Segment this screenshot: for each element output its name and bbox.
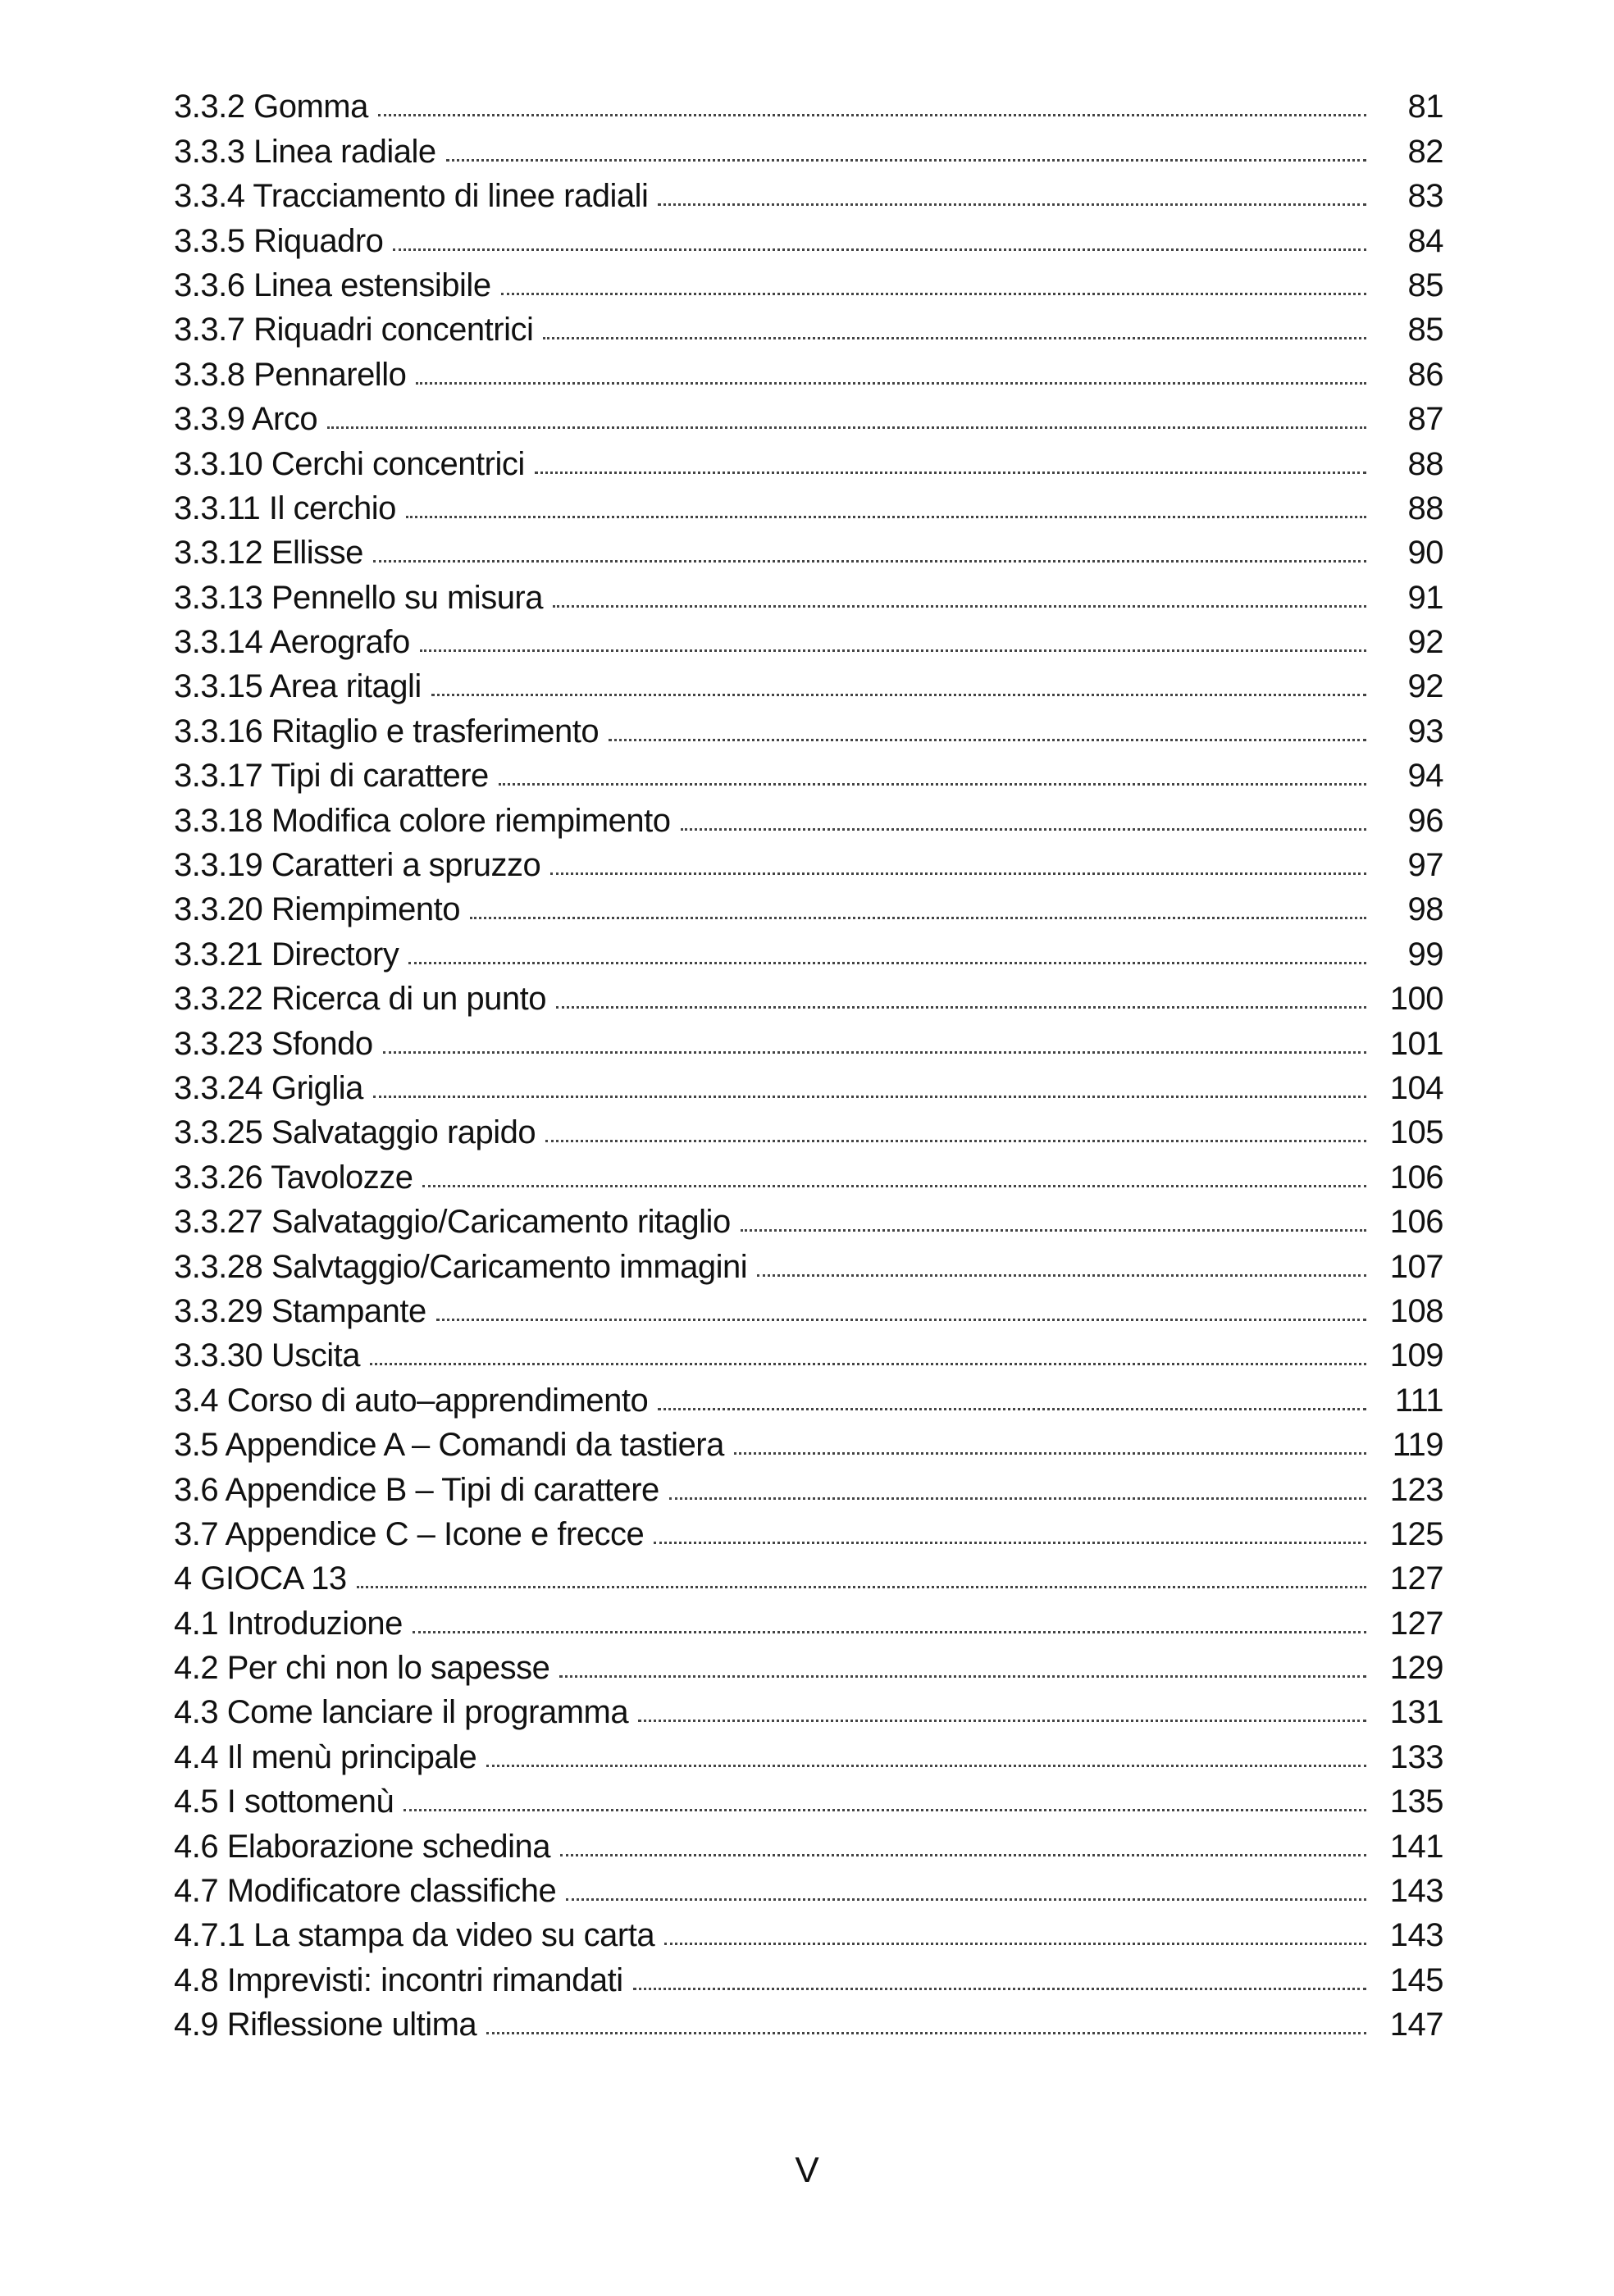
dot-leader: [566, 1898, 1366, 1901]
toc-entry: [174, 1149, 1443, 1196]
dot-leader: [550, 872, 1366, 875]
toc-entry-page-number: 129: [1389, 1650, 1443, 1687]
toc-entry: [174, 1194, 1443, 1241]
toc-entry-page-number: 104: [1389, 1069, 1443, 1106]
toc-entry: [174, 703, 1443, 747]
dot-leader: [408, 962, 1366, 964]
dot-leader: [373, 560, 1366, 563]
toc-entry: [174, 1863, 1443, 1910]
toc-entry-page-number: 92: [1407, 624, 1443, 661]
dot-leader: [681, 828, 1366, 831]
toc-entry-title: 3.3.6 Linea estensibile: [174, 266, 491, 303]
toc-entry: [174, 1060, 1443, 1105]
toc-entry-page-number: 83: [1407, 178, 1443, 215]
toc-entry-page-number: 111: [1394, 1382, 1443, 1419]
dot-leader: [658, 203, 1366, 206]
toc-entry-title: 3.3.20 Riempimento: [174, 891, 460, 928]
toc-entry-title: 4.6 Elaborazione schedina: [174, 1828, 550, 1865]
dot-leader: [499, 783, 1366, 786]
toc-entry-title: 3.3.21 Directory: [174, 936, 399, 973]
dot-leader: [654, 1542, 1366, 1544]
toc-entry-page-number: 98: [1407, 891, 1443, 928]
toc-entry-page-number: 108: [1389, 1292, 1443, 1329]
toc-entry-title: 3.3.23 Sfondo: [174, 1025, 373, 1062]
toc-entry: [174, 748, 1443, 795]
dot-leader: [420, 649, 1366, 652]
dot-leader: [486, 2032, 1366, 2034]
toc-entry: [174, 1506, 1443, 1551]
toc-entry: [174, 1372, 1443, 1419]
dot-leader: [416, 382, 1366, 385]
toc-entry-page-number: 97: [1407, 847, 1443, 884]
dot-leader: [757, 1274, 1366, 1277]
toc-entry-title: 3.3.5 Riquadro: [174, 222, 384, 259]
toc-entry-title: 4.1 Introduzione: [174, 1605, 403, 1642]
toc-entry: [174, 792, 1443, 839]
toc-entry: [174, 123, 1443, 170]
toc-entry-page-number: 99: [1407, 936, 1443, 973]
toc-entry-title: 3.3.25 Salvataggio rapido: [174, 1114, 536, 1151]
toc-entry-page-number: 109: [1389, 1337, 1443, 1374]
dot-leader: [535, 472, 1366, 474]
toc-entry-page-number: 85: [1407, 266, 1443, 303]
toc-entry: [174, 212, 1443, 257]
toc-entry-title: 3.3.7 Riquadri concentrici: [174, 312, 534, 348]
toc-entry-page-number: 81: [1407, 89, 1443, 125]
dot-leader: [633, 1988, 1366, 1990]
dot-leader: [373, 1096, 1366, 1098]
toc-entry: [174, 525, 1443, 572]
toc-entry: [174, 926, 1443, 973]
toc-entry-page-number: 131: [1389, 1694, 1443, 1731]
toc-entry-page-number: 92: [1407, 668, 1443, 705]
dot-leader: [658, 1408, 1366, 1410]
toc-entry-page-number: 135: [1389, 1784, 1443, 1820]
toc-entry-title: 3.3.27 Salvataggio/Caricamento ritaglio: [174, 1204, 731, 1241]
toc-entry: [174, 837, 1443, 882]
toc-entry-title: 4.7 Modificatore classifiche: [174, 1873, 557, 1910]
toc-entry-page-number: 100: [1389, 981, 1443, 1018]
toc-entry: [174, 257, 1443, 302]
toc-entry-title: 3.3.11 Il cerchio: [174, 490, 396, 526]
toc-entry-page-number: 101: [1389, 1025, 1443, 1062]
toc-entry: [174, 1283, 1443, 1328]
toc-entry: [174, 391, 1443, 438]
toc-entry-title: 3.3.12 Ellisse: [174, 535, 363, 572]
table-of-contents: [174, 79, 1443, 2041]
dot-leader: [545, 1140, 1366, 1142]
dot-leader: [486, 1765, 1366, 1767]
dot-leader: [556, 1006, 1366, 1009]
dot-leader: [393, 248, 1366, 251]
toc-entry-title: 3.3.29 Stampante: [174, 1292, 426, 1329]
toc-entry-page-number: 91: [1407, 579, 1443, 616]
dot-leader: [404, 1809, 1366, 1811]
dot-leader: [669, 1497, 1366, 1500]
dot-leader: [370, 1363, 1366, 1365]
toc-entry-title: 3.3.13 Pennello su misura: [174, 579, 543, 616]
toc-entry: [174, 1684, 1443, 1729]
toc-entry-title: 3.3.10 Cerchi concentrici: [174, 445, 525, 482]
toc-entry-page-number: 106: [1389, 1204, 1443, 1241]
toc-entry: [174, 1952, 1443, 1996]
toc-entry-title: 3.3.22 Ricerca di un punto: [174, 981, 546, 1018]
toc-entry: [174, 1640, 1443, 1687]
toc-entry: [174, 882, 1443, 926]
toc-entry-title: 3.3.15 Area ritagli: [174, 668, 422, 705]
toc-entry-title: 3.3.14 Aerografo: [174, 624, 410, 661]
toc-entry-page-number: 127: [1389, 1605, 1443, 1642]
toc-entry: [174, 1997, 1443, 2041]
dot-leader: [383, 1051, 1366, 1054]
toc-entry-title: 4.4 Il menù principale: [174, 1738, 477, 1775]
toc-entry-page-number: 86: [1407, 356, 1443, 393]
toc-entry-page-number: 90: [1407, 535, 1443, 572]
dot-leader: [741, 1229, 1366, 1232]
dot-leader: [357, 1586, 1366, 1588]
toc-entry-page-number: 127: [1389, 1560, 1443, 1597]
dot-leader: [638, 1720, 1366, 1722]
dot-leader: [560, 1854, 1366, 1856]
dot-leader: [406, 516, 1366, 518]
dot-leader: [501, 293, 1366, 295]
toc-entry: [174, 1238, 1443, 1285]
toc-entry-page-number: 143: [1389, 1917, 1443, 1954]
toc-entry-page-number: 105: [1389, 1114, 1443, 1151]
toc-entry-page-number: 106: [1389, 1159, 1443, 1196]
toc-entry: [174, 658, 1443, 703]
toc-entry-title: 3.3.18 Modifica colore riempimento: [174, 802, 671, 839]
page-number: V: [795, 2150, 819, 2190]
toc-entry-page-number: 93: [1407, 713, 1443, 749]
toc-entry-title: 4.5 I sottomenù: [174, 1784, 394, 1820]
dot-leader: [327, 426, 1366, 429]
toc-entry-page-number: 84: [1407, 222, 1443, 259]
toc-entry: [174, 1105, 1443, 1149]
toc-entry-page-number: 125: [1389, 1515, 1443, 1552]
toc-entry-title: 3.3.2 Gomma: [174, 89, 368, 125]
dot-leader: [559, 1675, 1366, 1678]
toc-entry-page-number: 85: [1407, 312, 1443, 348]
toc-entry-title: 4.3 Come lanciare il programma: [174, 1694, 629, 1731]
toc-entry: [174, 1595, 1443, 1642]
toc-entry-title: 4.9 Riflessione ultima: [174, 2007, 477, 2043]
toc-entry-title: 3.7 Appendice C – Icone e frecce: [174, 1515, 645, 1552]
dot-leader: [734, 1452, 1366, 1455]
toc-entry: [174, 1907, 1443, 1952]
toc-entry-page-number: 96: [1407, 802, 1443, 839]
toc-entry-page-number: 123: [1389, 1471, 1443, 1508]
toc-entry-title: 3.6 Appendice B – Tipi di carattere: [174, 1471, 659, 1508]
dot-leader: [664, 1943, 1366, 1945]
toc-entry-title: 4.7.1 La stampa da video su carta: [174, 1917, 655, 1954]
toc-entry-page-number: 94: [1407, 758, 1443, 795]
toc-entry: [174, 1417, 1443, 1464]
toc-entry-title: 3.3.26 Tavolozze: [174, 1159, 413, 1196]
toc-entry: [174, 971, 1443, 1018]
toc-entry-page-number: 143: [1389, 1873, 1443, 1910]
toc-entry-title: 4.2 Per chi non lo sapesse: [174, 1650, 550, 1687]
toc-entry: [174, 569, 1443, 616]
toc-entry-title: 3.3.19 Caratteri a spruzzo: [174, 847, 541, 884]
toc-entry: [174, 1774, 1443, 1818]
toc-entry: [174, 1729, 1443, 1773]
toc-entry-page-number: 119: [1392, 1427, 1443, 1464]
dot-leader: [378, 114, 1366, 116]
toc-entry-title: 3.3.8 Pennarello: [174, 356, 407, 393]
toc-entry: [174, 614, 1443, 661]
toc-entry-title: 3.3.16 Ritaglio e trasferimento: [174, 713, 600, 749]
toc-entry-title: 3.4 Corso di auto–apprendimento: [174, 1382, 649, 1419]
toc-entry-title: 4 GIOCA 13: [174, 1560, 347, 1597]
toc-entry-title: 3.3.17 Tipi di carattere: [174, 758, 489, 795]
toc-entry: [174, 1328, 1443, 1372]
toc-entry: [174, 1015, 1443, 1062]
toc-entry: [174, 481, 1443, 525]
toc-entry-page-number: 88: [1407, 490, 1443, 526]
dot-leader: [413, 1631, 1366, 1633]
dot-leader: [609, 739, 1366, 741]
toc-entry: [174, 1818, 1443, 1865]
toc-entry: [174, 1551, 1443, 1595]
toc-entry: [174, 79, 1443, 123]
toc-entry-page-number: 88: [1407, 445, 1443, 482]
dot-leader: [543, 337, 1366, 339]
toc-entry-page-number: 107: [1389, 1248, 1443, 1285]
toc-entry-page-number: 133: [1389, 1738, 1443, 1775]
toc-entry-title: 3.3.9 Arco: [174, 401, 318, 438]
dot-leader: [422, 1185, 1366, 1187]
toc-entry: [174, 435, 1443, 480]
toc-entry-title: 3.3.28 Salvtaggio/Caricamento immagini: [174, 1248, 748, 1285]
toc-entry: [174, 1461, 1443, 1506]
dot-leader: [553, 605, 1366, 608]
toc-entry-page-number: 147: [1389, 2007, 1443, 2043]
toc-entry: [174, 346, 1443, 393]
toc-entry-title: 3.3.24 Griglia: [174, 1069, 363, 1106]
toc-entry-page-number: 82: [1407, 133, 1443, 170]
dot-leader: [431, 694, 1366, 696]
toc-entry: [174, 302, 1443, 346]
dot-leader: [436, 1319, 1366, 1321]
toc-entry-page-number: 145: [1389, 1961, 1443, 1998]
toc-entry-title: 4.8 Imprevisti: incontri rimandati: [174, 1961, 623, 1998]
toc-entry-title: 3.5 Appendice A – Comandi da tastiera: [174, 1427, 724, 1464]
toc-entry-page-number: 141: [1389, 1828, 1443, 1865]
toc-entry-title: 3.3.30 Uscita: [174, 1337, 360, 1374]
dot-leader: [446, 159, 1366, 162]
toc-entry-page-number: 87: [1407, 401, 1443, 438]
dot-leader: [470, 917, 1366, 919]
toc-entry-title: 3.3.3 Linea radiale: [174, 133, 436, 170]
toc-entry-title: 3.3.4 Tracciamento di linee radiali: [174, 178, 649, 215]
toc-entry: [174, 168, 1443, 215]
